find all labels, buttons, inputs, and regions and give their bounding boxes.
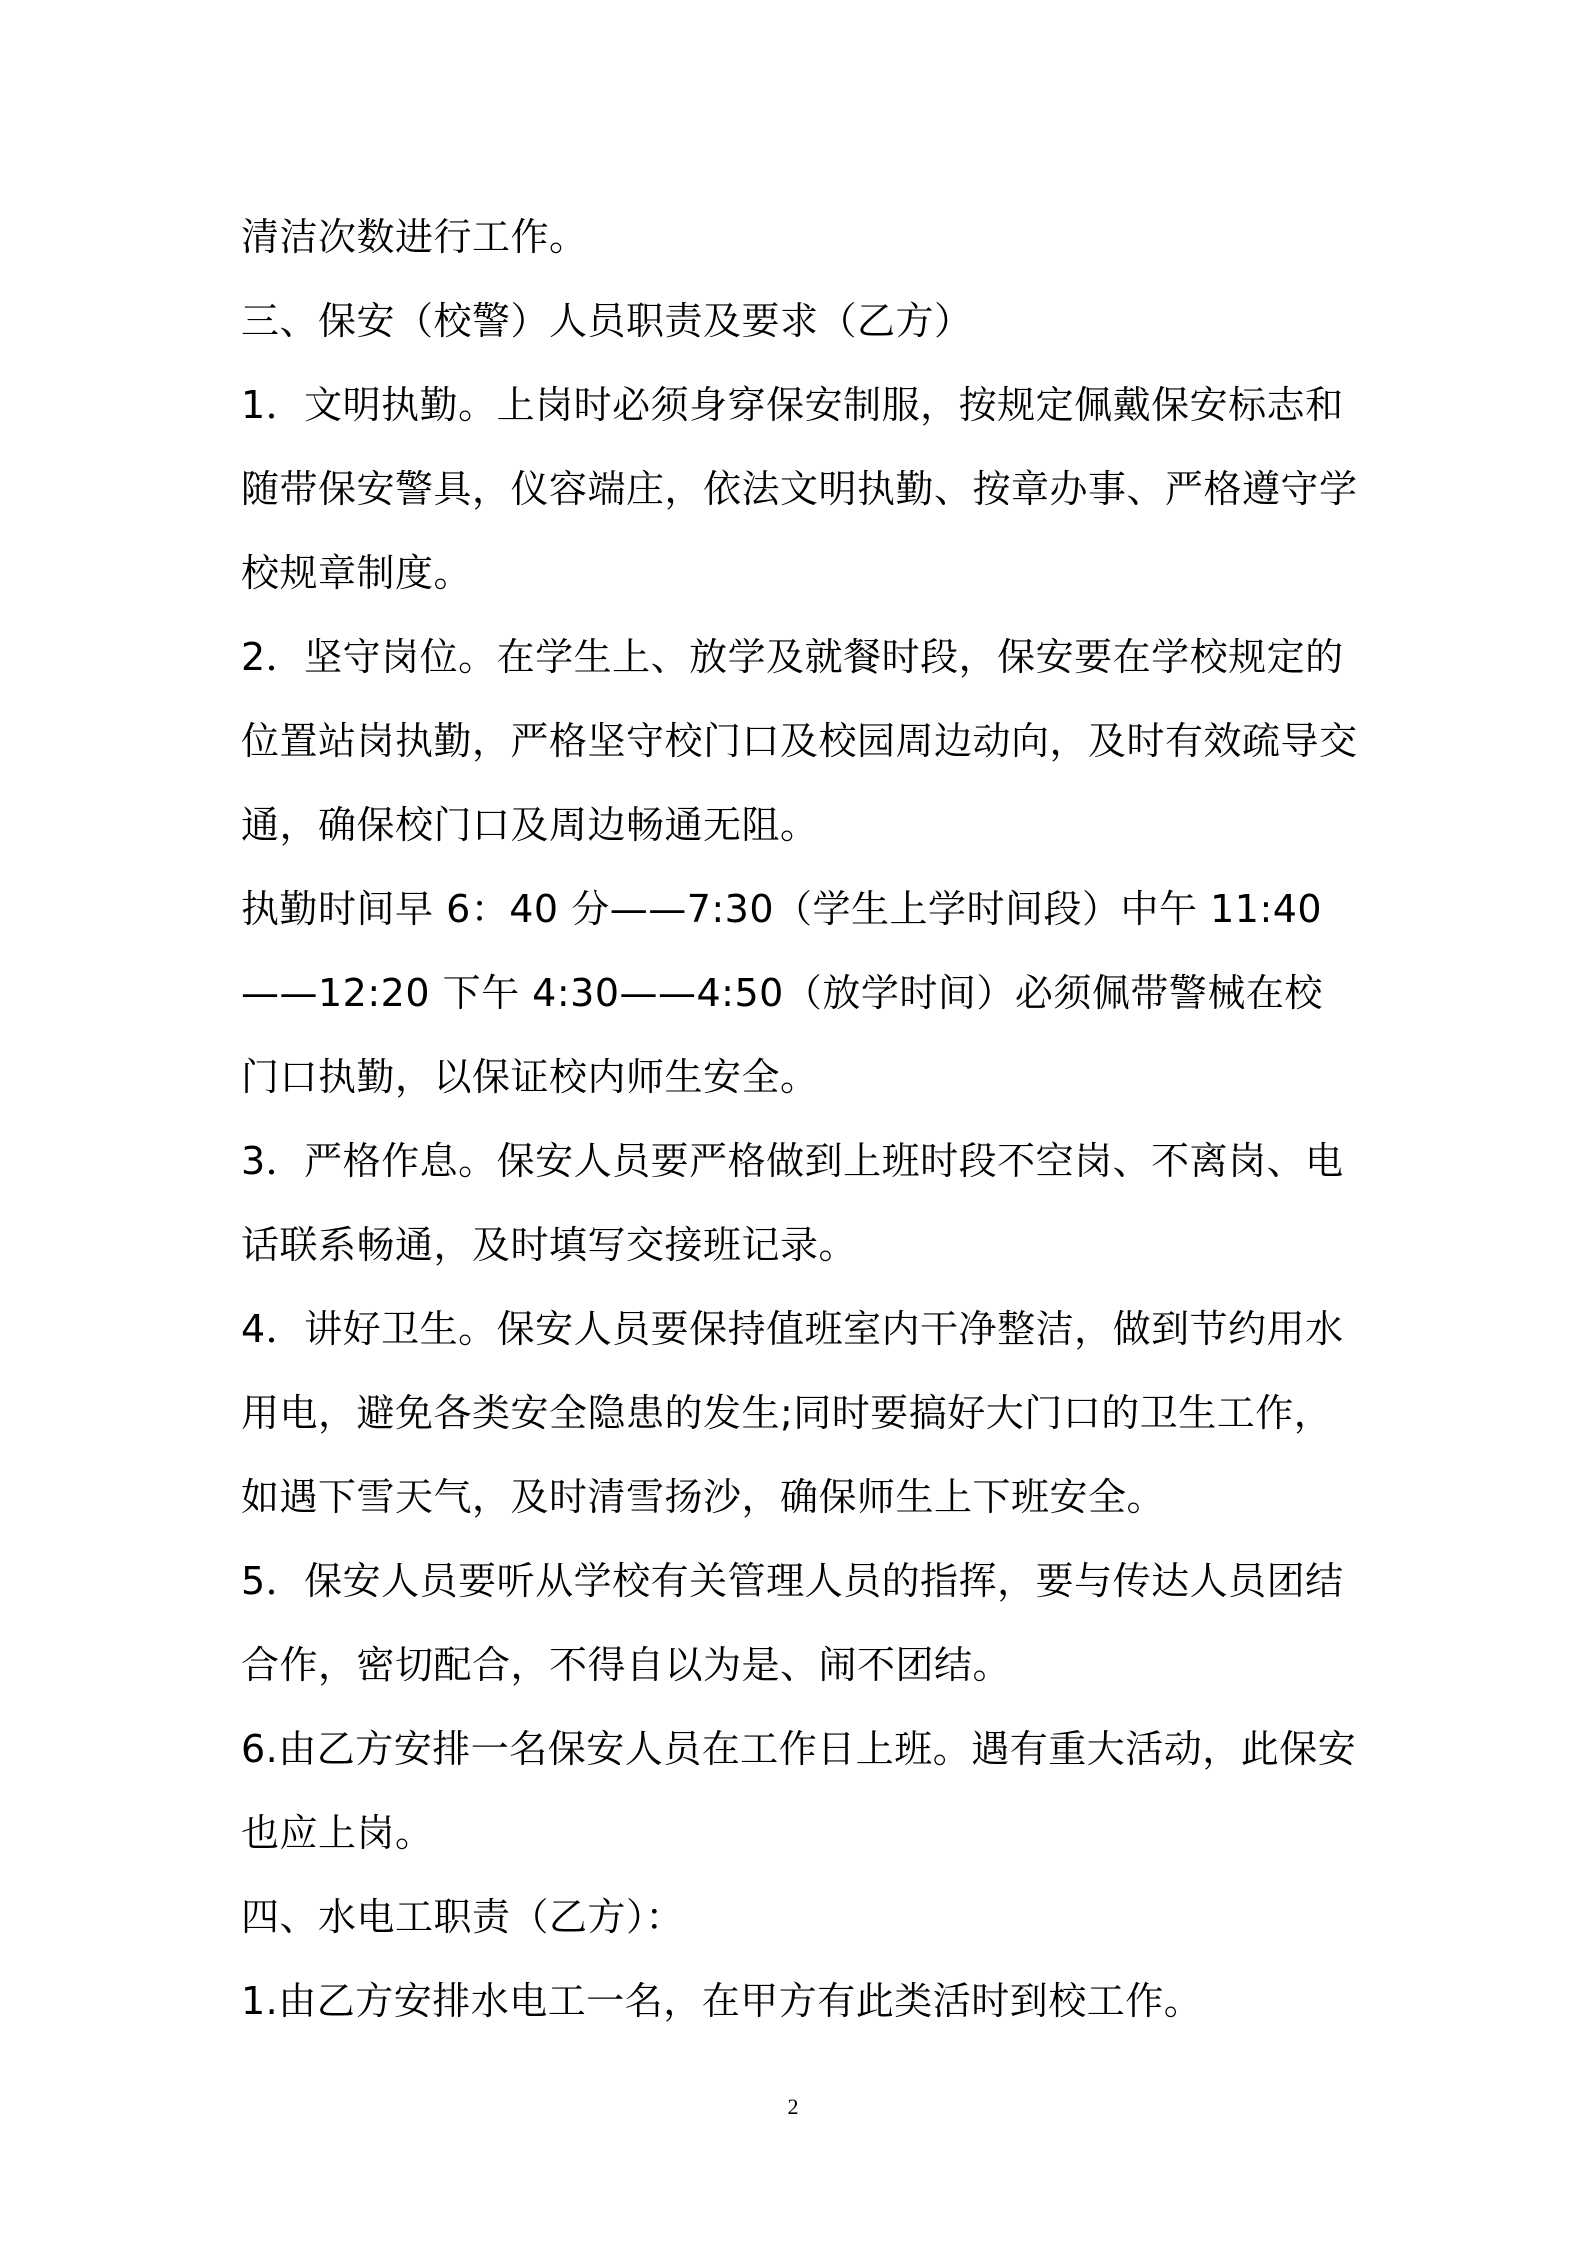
document-body [241, 195, 1361, 2043]
paragraph-security-duty-2: 2．坚守岗位。在学生上、放学及就餐时段，保安要在学校规定的位置站岗执勤，严格坚守校门口及校园周边动向，及时有效疏导交通，确保校门口及周边畅通无阻。 [241, 635, 1358, 847]
paragraph-electrician-duty-1: 1.由乙方安排水电工一名，在甲方有此类活时到校工作。 [241, 1979, 1203, 2023]
paragraph-cleaning-continued: 清洁次数进行工作。 [241, 215, 588, 259]
paragraph-security-duty-4: 4．讲好卫生。保安人员要保持值班室内干净整洁，做到节约用水用电，避免各类安全隐患的发生;同时要搞好大门口的卫生工作，如遇下雪天气，及时清雪扬沙，确保师生上下班安全。 [241, 1307, 1344, 1519]
section-heading-electrician: 四、水电工职责（乙方）： [241, 1895, 685, 1939]
paragraph-security-duty-5: 5．保安人员要听从学校有关管理人员的指挥，要与传达人员团结合作，密切配合，不得自以为是、闹不团结。 [241, 1559, 1344, 1687]
paragraph-security-duty-1: 1．文明执勤。上岗时必须身穿保安制服，按规定佩戴保安标志和随带保安警具，仪容端庄，依法文明执勤、按章办事、严格遵守学校规章制度。 [241, 383, 1358, 595]
paragraph-security-duty-3: 3．严格作息。保安人员要严格做到上班时段不空岗、不离岗、电话联系畅通，及时填写交接班记录。 [241, 1139, 1344, 1267]
page-number: 2 [787, 2094, 799, 2119]
paragraph-duty-hours: 执勤时间早 6：40 分——7:30（学生上学时间段）中午 11:40——12:20 下午 4:30——4:50（放学时间）必须佩带警械在校门口执勤，以保证校内师生安全。 [241, 887, 1323, 1099]
paragraph-security-duty-6: 6.由乙方安排一名保安人员在工作日上班。遇有重大活动，此保安也应上岗。 [241, 1727, 1357, 1855]
section-heading-security: 三、保安（校警）人员职责及要求（乙方） [241, 299, 973, 343]
